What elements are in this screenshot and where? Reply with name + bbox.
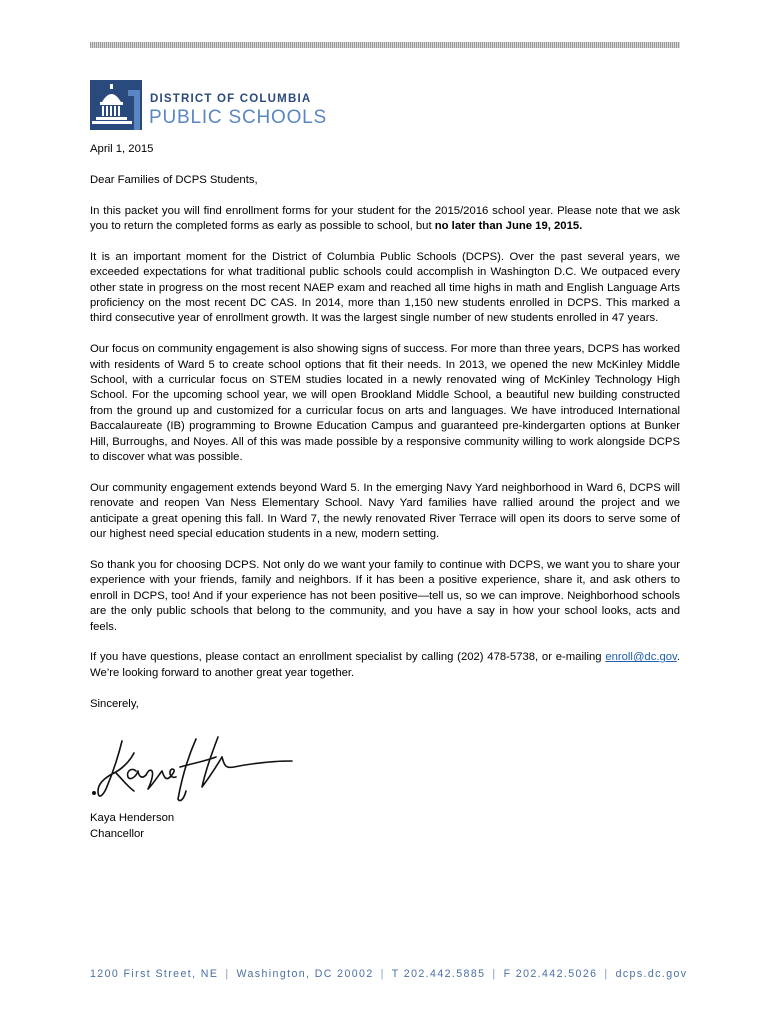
letter-date: April 1, 2015 — [90, 143, 154, 155]
paragraph-2: It is an important moment for the District of Columbia Public Schools (DCPS). Over the past several years, we exceeded expectations for what traditional public schools could accomplish in Washington D.C. We outpaced every other state in progress on the most recent NAEP exam and reached all time highs in math and English Language Arts proficiency on the most recent DC CAS. In 2014, more than 1,150 new students enrolled in DCPS. This marked a third consecutive year of enrollment growth. It was the largest single number of new students enrolled in 47 years. — [90, 250, 680, 325]
paragraph-6-text: If you have questions, please contact an enrollment specialist by calling (202) 478-5738, or e-mailing — [90, 651, 606, 664]
paragraph-1 — [90, 204, 680, 235]
paragraph-3: Our focus on community engagement is also showing signs of success. For more than three years, DCPS has worked with residents of Ward 5 to create school options that fit their needs. In 2013, we opened the new McKinley Middle School, with a curricular focus on STEM studies located in a newly renovated wing of McKinley Technology High School. For the upcoming school year, we will open Brookland Middle School, a beautiful new building constructed from the ground up and customized for a curricular focus on arts and languages. We have introduced International Baccalaureate (IB) programming to Browne Education Campus and guaranteed pre-kindergarten options at Bunker Hill, Burroughs, and Noyes. All of this was made possible by a responsive community willing to work alongside DCPS to discover what was possible. — [90, 343, 680, 464]
signature-block — [90, 811, 680, 842]
capitol-dome-icon — [90, 80, 142, 130]
paragraph-5: So thank you for choosing DCPS. Not only do we want your family to continue with DCPS, we want you to share your experience with your friends, family and neighbors. If it has been a positive experience, share it, and ask others to enroll in DCPS, too! And if your experience has not been positive—tell us, so we can improve. Neighborhood schools are the only public schools that belong to the community, and you have a say in how your school looks, acts and feels. — [90, 558, 680, 633]
footer-city: Washington, DC 20002 — [236, 968, 374, 980]
signer-title: Chancellor — [90, 827, 145, 840]
email-link[interactable]: enroll@dc.gov — [605, 651, 677, 664]
footer-separator: | — [604, 968, 609, 980]
signature-image — [84, 727, 304, 807]
org-name-line1: DISTRICT OF COLUMBIA — [150, 93, 312, 105]
deadline-text: no later than June 19, 2015. — [434, 220, 583, 232]
header-rule — [90, 42, 680, 48]
org-name-line2: PUBLIC SCHOOLS — [149, 107, 328, 128]
paragraph-1-text: In this packet you will find enrollment forms for your student for the 2015/2016 school year. Please note that we ask you to return the completed forms as early as possible to school, but — [90, 204, 680, 232]
letter-body — [90, 142, 680, 842]
letterhead — [90, 80, 360, 130]
footer-phone: T 202.442.5885 — [391, 968, 486, 980]
closing: Sincerely, — [90, 697, 139, 710]
footer-fax: F 202.442.5026 — [503, 968, 598, 980]
signer-name: Kaya Henderson — [90, 812, 175, 825]
footer-separator: | — [225, 968, 230, 980]
footer-website[interactable]: dcps.dc.gov — [615, 968, 688, 980]
footer-separator: | — [492, 968, 497, 980]
footer-address: 1200 First Street, NE — [90, 968, 219, 980]
paragraph-6 — [90, 650, 680, 681]
footer-separator: | — [380, 968, 385, 980]
salutation: Dear Families of DCPS Students, — [90, 173, 258, 186]
footer-contact — [90, 968, 690, 980]
paragraph-4: Our community engagement extends beyond Ward 5. In the emerging Navy Yard neighborhood in Ward 6, DCPS will renovate and reopen Van Ness Elementary School. Navy Yard families have rallied around the project and we anticipate a great opening this fall. In Ward 7, the newly renovated River Terrace will open its doors to serve some of our highest need special education students in a new, modern setting. — [90, 481, 680, 541]
paragraph-6-after: . We’re looking forward to another great year together. — [90, 651, 680, 679]
